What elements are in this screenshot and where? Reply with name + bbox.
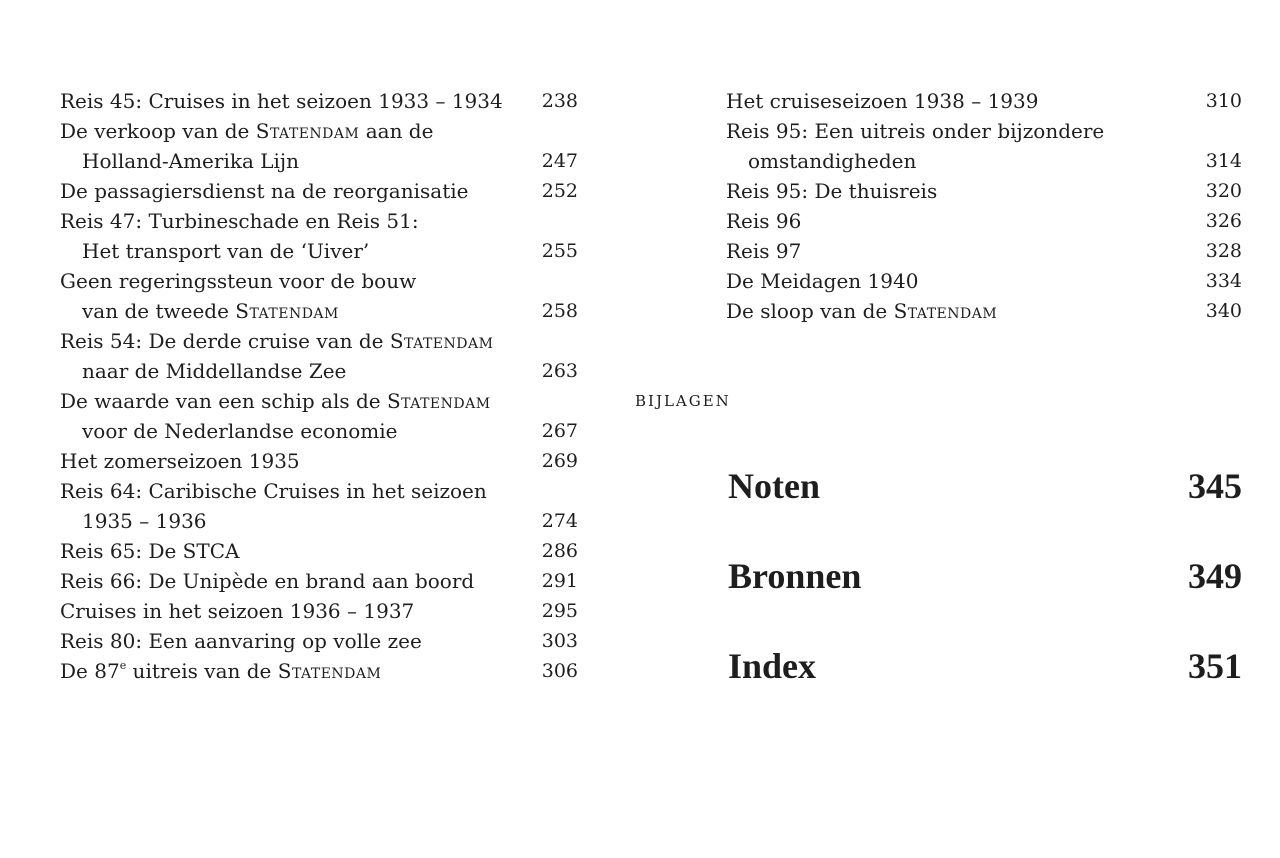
ship-name: Statendam [389, 329, 494, 353]
toc-entry[interactable] [726, 86, 1242, 116]
toc-entry[interactable] [60, 116, 578, 176]
appendix-entry-title: Noten [728, 466, 820, 506]
toc-entry-title: Reis 80: Een aanvaring op volle zee [60, 629, 422, 653]
toc-entry-title: De waarde van een schip als de Statendam [60, 389, 491, 413]
toc-page-number: 334 [1205, 270, 1242, 292]
toc-page-number: 306 [541, 660, 578, 682]
toc-page-number: 247 [541, 150, 578, 172]
toc-entry[interactable] [60, 476, 578, 536]
toc-page-number: 326 [1205, 210, 1242, 232]
toc-entry-title: Reis 65: De STCA [60, 539, 240, 563]
toc-entry-title: De passagiersdienst na de reorganisatie [60, 179, 469, 203]
toc-entry-title-part: uitreis van de Statendam [126, 659, 382, 683]
toc-entry[interactable] [726, 176, 1242, 206]
toc-page-number: 328 [1205, 240, 1242, 262]
toc-page-number: 267 [541, 420, 578, 442]
toc-entry[interactable] [60, 536, 578, 566]
toc-page-number: 255 [541, 240, 578, 262]
appendix-page-number: 345 [1188, 466, 1242, 506]
toc-entry-title-continued: Holland-Amerika Lijn [82, 149, 300, 173]
toc-entry-title-part: De 87 [60, 659, 120, 683]
toc-page-number: 310 [1205, 90, 1242, 112]
appendix-heading: BIJLAGEN [635, 392, 731, 410]
toc-entry-title: De Meidagen 1940 [726, 269, 919, 293]
ordinal-superscript: e [119, 659, 127, 672]
toc-entry-title: Reis 66: De Unipède en brand aan boord [60, 569, 475, 593]
toc-entry-title: Reis 45: Cruises in het seizoen 1933 – 1934 [60, 89, 503, 113]
toc-entry[interactable] [726, 266, 1242, 296]
toc-entry[interactable] [726, 236, 1242, 266]
toc-entry-title: Reis 54: De derde cruise van de Statendam [60, 329, 494, 353]
toc-entry-title: Reis 95: Een uitreis onder bijzondere [726, 119, 1105, 143]
toc-entry-title-continued: voor de Nederlandse economie [82, 419, 398, 443]
ship-name: Statendam [255, 119, 360, 143]
toc-page-number: 269 [541, 450, 578, 472]
appendix-page-number: 351 [1188, 646, 1242, 686]
toc-entry[interactable] [60, 566, 578, 596]
toc-entry[interactable] [60, 446, 578, 476]
toc-entry[interactable] [60, 326, 578, 386]
toc-page-number: 286 [541, 540, 578, 562]
toc-entry-title: Reis 64: Caribische Cruises in het seizoen [60, 479, 487, 503]
toc-entry-title [60, 656, 578, 686]
toc-page-number: 291 [541, 570, 578, 592]
toc-page-number: 314 [1205, 150, 1242, 172]
toc-entry-title: Cruises in het seizoen 1936 – 1937 [60, 599, 415, 623]
toc-entry[interactable] [60, 86, 578, 116]
appendix-entry-title: Index [728, 646, 817, 686]
toc-entry-title: Reis 47: Turbineschade en Reis 51: [60, 209, 419, 233]
toc-entry-title: Het cruiseseizoen 1938 – 1939 [726, 89, 1039, 113]
toc-entry-title-continued: omstandigheden [748, 149, 917, 173]
toc-right-column [726, 86, 1242, 326]
toc-entry-title-continued: naar de Middellandse Zee [82, 359, 347, 383]
toc-entry[interactable] [60, 176, 578, 206]
toc-entry[interactable] [726, 296, 1242, 326]
toc-page-number: 263 [541, 360, 578, 382]
toc-entry-title: Reis 95: De thuisreis [726, 179, 938, 203]
ship-name: Statendam [386, 389, 491, 413]
toc-page-number: 258 [541, 300, 578, 322]
toc-page-number: 238 [541, 90, 578, 112]
appendix-page-number: 349 [1188, 556, 1242, 596]
ship-name: Statendam [235, 299, 339, 323]
toc-page-number: 303 [541, 630, 578, 652]
toc-entry[interactable] [60, 206, 578, 266]
ship-name: Statendam [893, 299, 998, 323]
toc-entry-title-continued: van de tweede Statendam [82, 299, 339, 323]
appendix-entry-title: Bronnen [728, 556, 862, 596]
toc-entry-title: De sloop van de Statendam [726, 299, 998, 323]
toc-page-number: 252 [541, 180, 578, 202]
toc-entry-title-continued: Het transport van de ‘Uiver’ [82, 239, 370, 263]
toc-entry[interactable] [60, 626, 578, 656]
toc-entry-title: De verkoop van de Statendam aan de [60, 119, 434, 143]
toc-left-column [60, 86, 578, 686]
toc-entry-title-continued: 1935 – 1936 [82, 509, 207, 533]
toc-entry-title: Reis 96 [726, 209, 802, 233]
toc-entry[interactable] [60, 656, 578, 686]
toc-entry-title: Geen regeringssteun voor de bouw [60, 269, 417, 293]
toc-entry[interactable] [726, 206, 1242, 236]
toc-page-number: 340 [1205, 300, 1242, 322]
toc-page-number: 320 [1205, 180, 1242, 202]
toc-page-number: 295 [541, 600, 578, 622]
toc-entry[interactable] [60, 386, 578, 446]
toc-entry[interactable] [60, 596, 578, 626]
ship-name: Statendam [277, 659, 382, 683]
toc-page-number: 274 [541, 510, 578, 532]
toc-entry[interactable] [60, 266, 578, 326]
toc-entry-title: Het zomerseizoen 1935 [60, 449, 300, 473]
toc-entry[interactable] [726, 116, 1242, 176]
toc-entry-title: Reis 97 [726, 239, 802, 263]
